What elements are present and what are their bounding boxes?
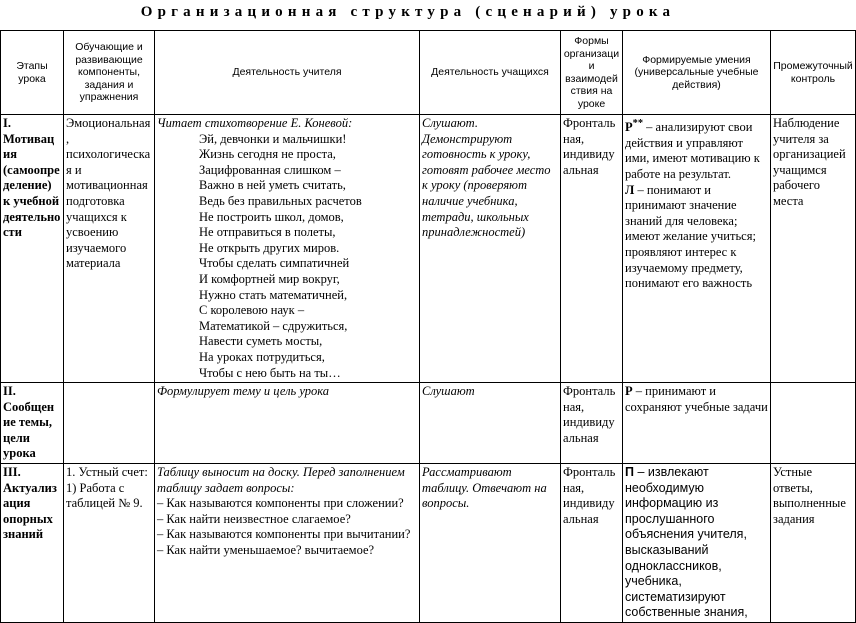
poem-line: Ведь без правильных расчетов [199, 193, 362, 208]
poem-line: Чтобы сделать симпатичней [199, 256, 350, 271]
stage-cell: II. Сообщение темы, цели урока [1, 383, 64, 464]
header-teacher: Деятельность учителя [155, 31, 420, 115]
skills-r-label: Р [625, 384, 633, 399]
teacher-cell [155, 115, 420, 383]
poem-line: Не построить школ, домов, [199, 209, 344, 224]
poem-line: На уроках потрудиться, [199, 349, 325, 364]
poem-line: И комфортней мир вокруг, [199, 271, 340, 286]
teacher-cell [155, 464, 420, 623]
poem-line: Нужно стать математичней, [199, 287, 348, 302]
components-cell: Эмоциональная, психологическая и мотивационная подготовка учащихся к усвоению изучаемого материала [64, 115, 155, 383]
skills-cell [623, 464, 771, 623]
teacher-intro: Читает стихотворение Е. Коневой: [157, 116, 353, 130]
forms-cell: Фронтальная, индивидуальная [561, 383, 623, 464]
control-cell: Наблюдение учителя за организацией учащимся рабочего места [771, 115, 856, 383]
skills-p-text: – извлекают необходимую информацию из прослушанного объяснения учителя, высказываний одноклассников, учебника, систематизируют собственные знания, [625, 465, 748, 620]
forms-cell: Фронтальная, индивидуальная [561, 115, 623, 383]
control-cell: Устные ответы, выполненные задания [771, 464, 856, 623]
skills-cell [623, 115, 771, 383]
question-list [157, 496, 417, 558]
forms-cell: Фронтальная, индивидуальная [561, 464, 623, 623]
poem-line: Жизнь сегодня не проста, [199, 147, 336, 162]
poem-line: С королевою наук – [199, 303, 305, 318]
question-item: – Как называются компоненты при вычитании? [157, 527, 411, 542]
header-students: Деятельность учащихся [420, 31, 561, 115]
header-control: Промежуточный контроль [771, 31, 856, 115]
stage-cell: I. Мотивация (самоопределение) к учебной деятельности [1, 115, 64, 383]
students-cell: Слушают. Демонстрируют готовность к уроку, готовят рабочее место к уроку (проверяют наличие учебника, тетради, школьных принадлежностей) [420, 115, 561, 383]
poem [157, 132, 417, 382]
stage-cell: III. Актуализация опорных знаний [1, 464, 64, 623]
teacher-intro: Таблицу выносит на доску. Перед заполнением таблицу задает вопросы: [157, 465, 405, 495]
question-item: – Как найти неизвестное слагаемое? [157, 511, 351, 526]
header-stages: Этапы урока [1, 31, 64, 115]
poem-line: Чтобы с нею быть на ты… [199, 365, 341, 380]
poem-line: Навести суметь мосты, [199, 334, 323, 349]
skills-r-label: Р [625, 120, 633, 135]
page-title: Организационная структура (сценарий) урока [140, 4, 676, 20]
poem-line: Не отправиться в полеты, [199, 225, 336, 240]
header-forms: Формы организации взаимодействия на уроке [561, 31, 623, 115]
students-cell: Слушают [420, 383, 561, 464]
poem-line: Математикой – сдружиться, [199, 318, 348, 333]
poem-line: Важно в ней уметь считать, [199, 178, 346, 193]
skills-l-text: – понимают и принимают значение знаний для человека; имеют желание учиться; проявляют интерес к изучаемому предмету, понимают его важность [625, 182, 756, 291]
poem-line: Зацифрованная слишком – [199, 162, 341, 177]
skills-r-text: – анализируют свои действия и управляют ими, имеют мотивацию к работе на результат. [625, 120, 760, 181]
poem-line: Эй, девчонки и мальчишки! [199, 131, 347, 146]
skills-r-text: – принимают и сохраняют учебные задачи [625, 384, 768, 414]
header-components: Обучающие и развивающие компоненты, задания и упражнения [64, 31, 155, 115]
question-item: – Как называются компоненты при сложении? [157, 496, 404, 511]
skills-r-sup: ** [632, 118, 644, 129]
components-cell: 1. Устный счет: 1) Работа с таблицей № 9. [64, 464, 155, 623]
skills-p-label: П [625, 465, 634, 480]
header-skills: Формируемые умения (универсальные учебные действия) [623, 31, 771, 115]
header-row [1, 31, 856, 115]
question-item: – Как найти уменьшаемое? вычитаемое? [157, 543, 375, 558]
table-row [1, 383, 856, 464]
students-cell: Рассматривают таблицу. Отвечают на вопросы. [420, 464, 561, 623]
table-row [1, 115, 856, 383]
poem-line: Не открыть других миров. [199, 240, 340, 255]
table-row [1, 464, 856, 623]
control-cell [771, 383, 856, 464]
components-cell [64, 383, 155, 464]
teacher-cell: Формулирует тему и цель урока [155, 383, 420, 464]
skills-cell [623, 383, 771, 464]
lesson-structure-table [0, 30, 856, 623]
skills-l-label: Л [625, 182, 635, 197]
